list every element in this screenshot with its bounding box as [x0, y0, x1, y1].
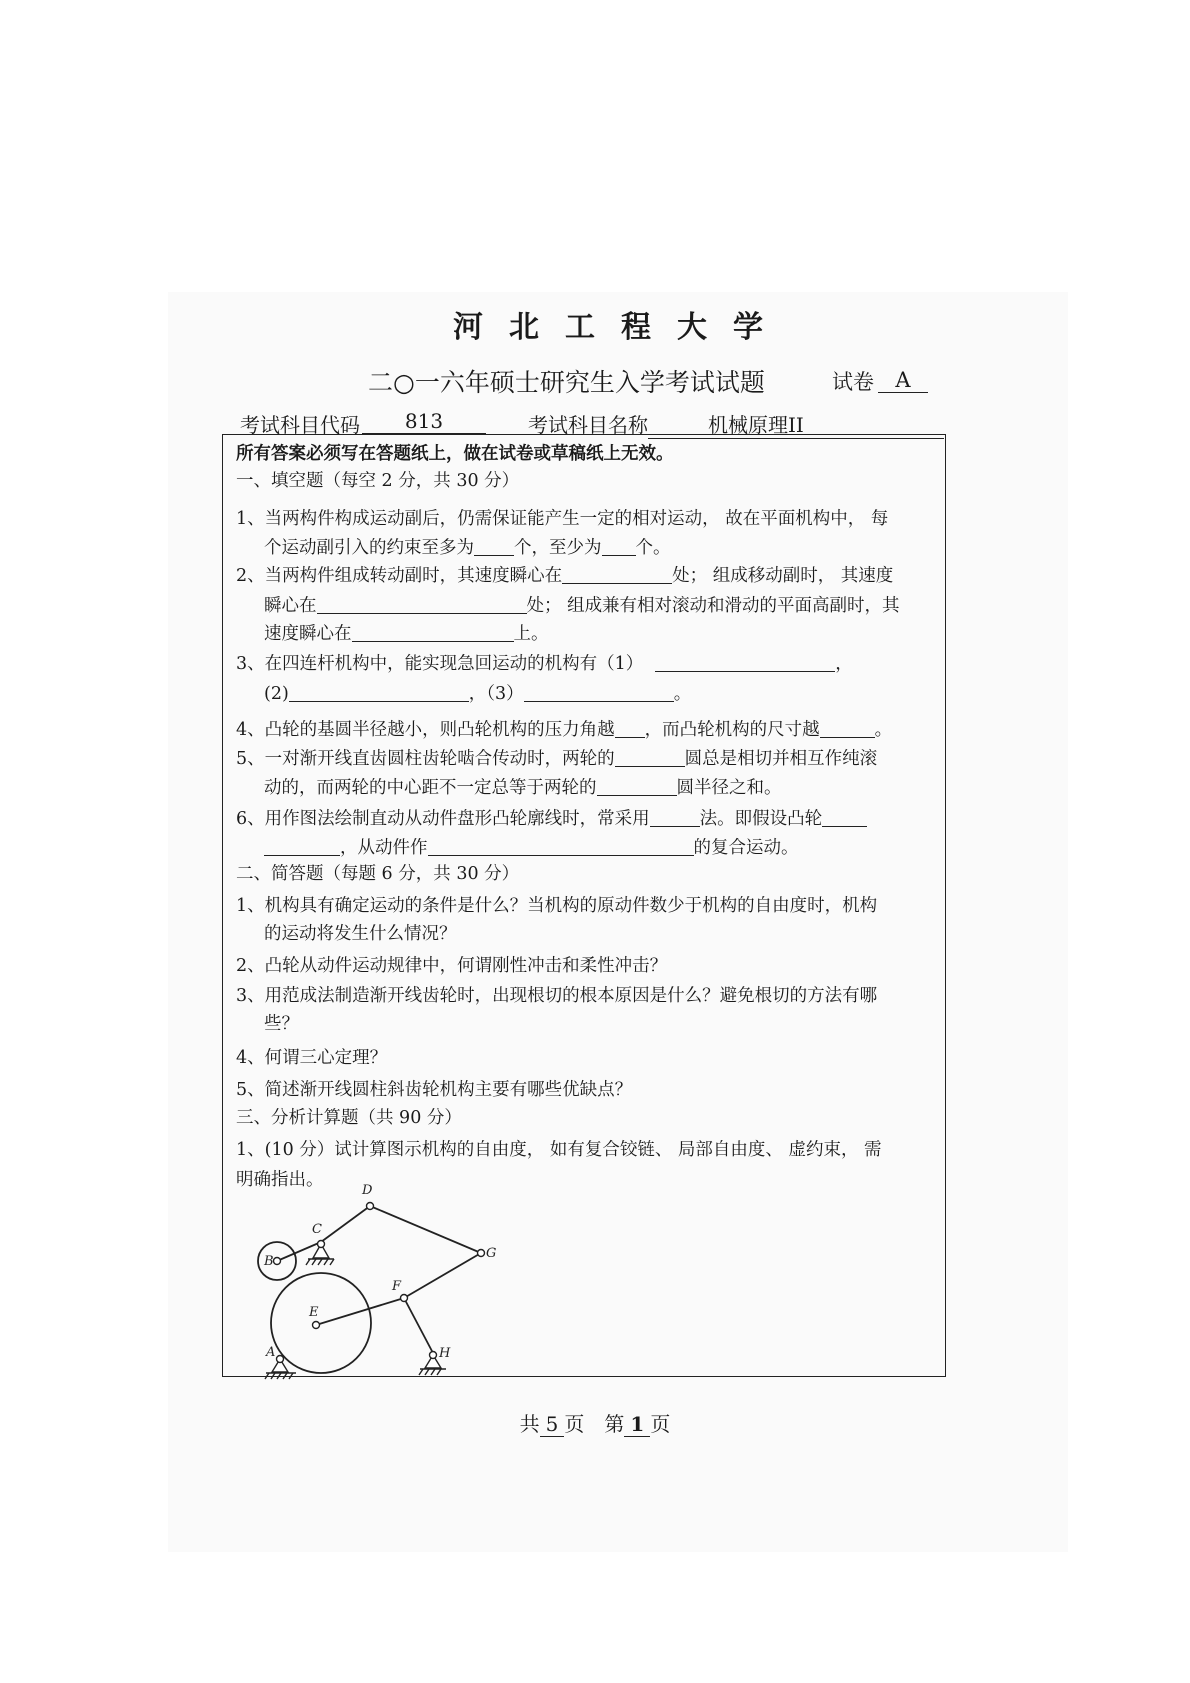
answer-blank[interactable]	[597, 778, 677, 797]
s2-q5: 5、简述渐开线圆柱斜齿轮机构主要有哪些优缺点？	[236, 1080, 633, 1100]
joint-b	[274, 1258, 281, 1265]
subject-name: 机械原理II	[648, 409, 944, 439]
s1-q2-line3: 速度瞬心在 上。	[264, 624, 549, 644]
section-2-title: 二、简答题（每题 6 分，共 30 分）	[236, 864, 520, 884]
label-g: G	[486, 1246, 497, 1261]
answer-blank[interactable]	[428, 838, 694, 857]
s1-q3-line1: 3、在四连杆机构中，能实现急回运动的机构有（1） ，	[236, 654, 853, 674]
joint-e	[313, 1322, 320, 1329]
page-footer: 共 5 页 第 1 页	[519, 1412, 671, 1436]
label-f: F	[392, 1279, 402, 1294]
notice: 所有答案必须写在答题纸上，做在试卷或草稿纸上无效。	[236, 444, 674, 464]
s2-q4: 4、何谓三心定理？	[236, 1048, 388, 1068]
joint-h	[430, 1352, 437, 1359]
s3-q1-line1: 1、(10 分）试计算图示机构的自由度， 如有复合铰链、 局部自由度、 虚约束， 需	[236, 1140, 882, 1160]
s1-q2-line1: 2、当两构件组成转动副时，其速度瞬心在 处； 组成移动副时， 其速度	[236, 566, 894, 586]
joint-g	[478, 1250, 485, 1257]
section-1-title: 一、填空题（每空 2 分，共 30 分）	[236, 471, 520, 491]
s1-q5-line1: 5、一对渐开线直齿圆柱齿轮啮合传动时，两轮的 圆总是相切并相互作纯滚	[236, 749, 878, 769]
s1-q1-line1: 1、当两构件构成运动副后，仍需保证能产生一定的相对运动， 故在平面机构中， 每	[236, 509, 889, 529]
paper-label: 试卷	[832, 370, 874, 394]
label-d: D	[362, 1183, 373, 1198]
joint-c	[318, 1241, 325, 1248]
answer-blank[interactable]	[615, 720, 645, 739]
answer-blank[interactable]	[352, 624, 514, 643]
label-a: A	[266, 1345, 276, 1360]
answer-blank[interactable]	[289, 684, 469, 703]
s2-q2: 2、凸轮从动件运动规律中，何谓刚性冲击和柔性冲击？	[236, 956, 668, 976]
answer-blank[interactable]	[264, 838, 340, 857]
joint-d	[367, 1203, 374, 1210]
answer-blank[interactable]	[822, 809, 867, 828]
answer-blank[interactable]	[650, 809, 700, 828]
exam-title: 二○一六年硕士研究生入学考试试题	[368, 368, 765, 397]
s2-q3-line2: 些？	[264, 1014, 299, 1034]
s1-q2-line2: 瞬心在 处； 组成兼有相对滚动和滑动的平面高副时，其	[264, 596, 900, 616]
total-pages: 5	[540, 1412, 565, 1437]
s2-q3-line1: 3、用范成法制造渐开线齿轮时，出现根切的根本原因是什么？避免根切的方法有哪	[236, 986, 878, 1006]
answer-blank[interactable]	[524, 684, 674, 703]
link-ef	[316, 1298, 404, 1325]
s2-q1-line1: 1、机构具有确定运动的条件是什么？当机构的原动件数少于机构的自由度时，机构	[236, 896, 878, 916]
answer-blank[interactable]	[655, 654, 835, 673]
link-cd	[321, 1206, 370, 1242]
university-name: 河北工程大学	[453, 310, 789, 345]
section-3-title: 三、分析计算题（共 90 分）	[236, 1108, 462, 1128]
label-e: E	[309, 1305, 319, 1320]
label-b: B	[264, 1254, 274, 1269]
s1-q3-line2: (2) ，（3） 。	[264, 684, 692, 704]
subject-code-label: 考试科目代码	[240, 413, 360, 437]
s1-q6-line1: 6、用作图法绘制直动从动件盘形凸轮廓线时，常采用 法。即假设凸轮	[236, 805, 867, 830]
joint-f	[401, 1295, 408, 1302]
current-page: 1	[624, 1412, 650, 1437]
answer-blank[interactable]	[474, 538, 514, 557]
s1-q1-line2: 个运动副引入的约束至多为 个，至少为 个。	[264, 538, 671, 558]
label-h: H	[439, 1346, 451, 1361]
s3-q1-line2: 明确指出。	[236, 1170, 324, 1190]
link-dg	[370, 1206, 481, 1253]
s1-q5-line2: 动的，而两轮的中心距不一定总等于两轮的 圆半径之和。	[264, 778, 782, 798]
answer-blank[interactable]	[602, 538, 636, 557]
link-fh	[404, 1298, 433, 1353]
answer-blank[interactable]	[562, 566, 672, 585]
joint-a	[277, 1356, 284, 1363]
subject-name-label: 考试科目名称	[528, 413, 648, 437]
link-gf	[404, 1253, 481, 1298]
subject-code: 813	[362, 409, 486, 434]
s1-q4: 4、凸轮的基圆半径越小，则凸轮机构的压力角越 ，而凸轮机构的尺寸越 。	[236, 720, 893, 740]
answer-blank[interactable]	[317, 596, 527, 615]
mechanism-diagram	[236, 1170, 516, 1380]
label-c: C	[312, 1222, 322, 1237]
paper-version: A	[878, 368, 928, 393]
s2-q1-line2: 的运动将发生什么情况？	[264, 924, 457, 944]
answer-blank[interactable]	[820, 720, 875, 739]
answer-blank[interactable]	[615, 749, 685, 768]
s1-q6-line2: ，从动件作 的复合运动。	[264, 834, 799, 859]
